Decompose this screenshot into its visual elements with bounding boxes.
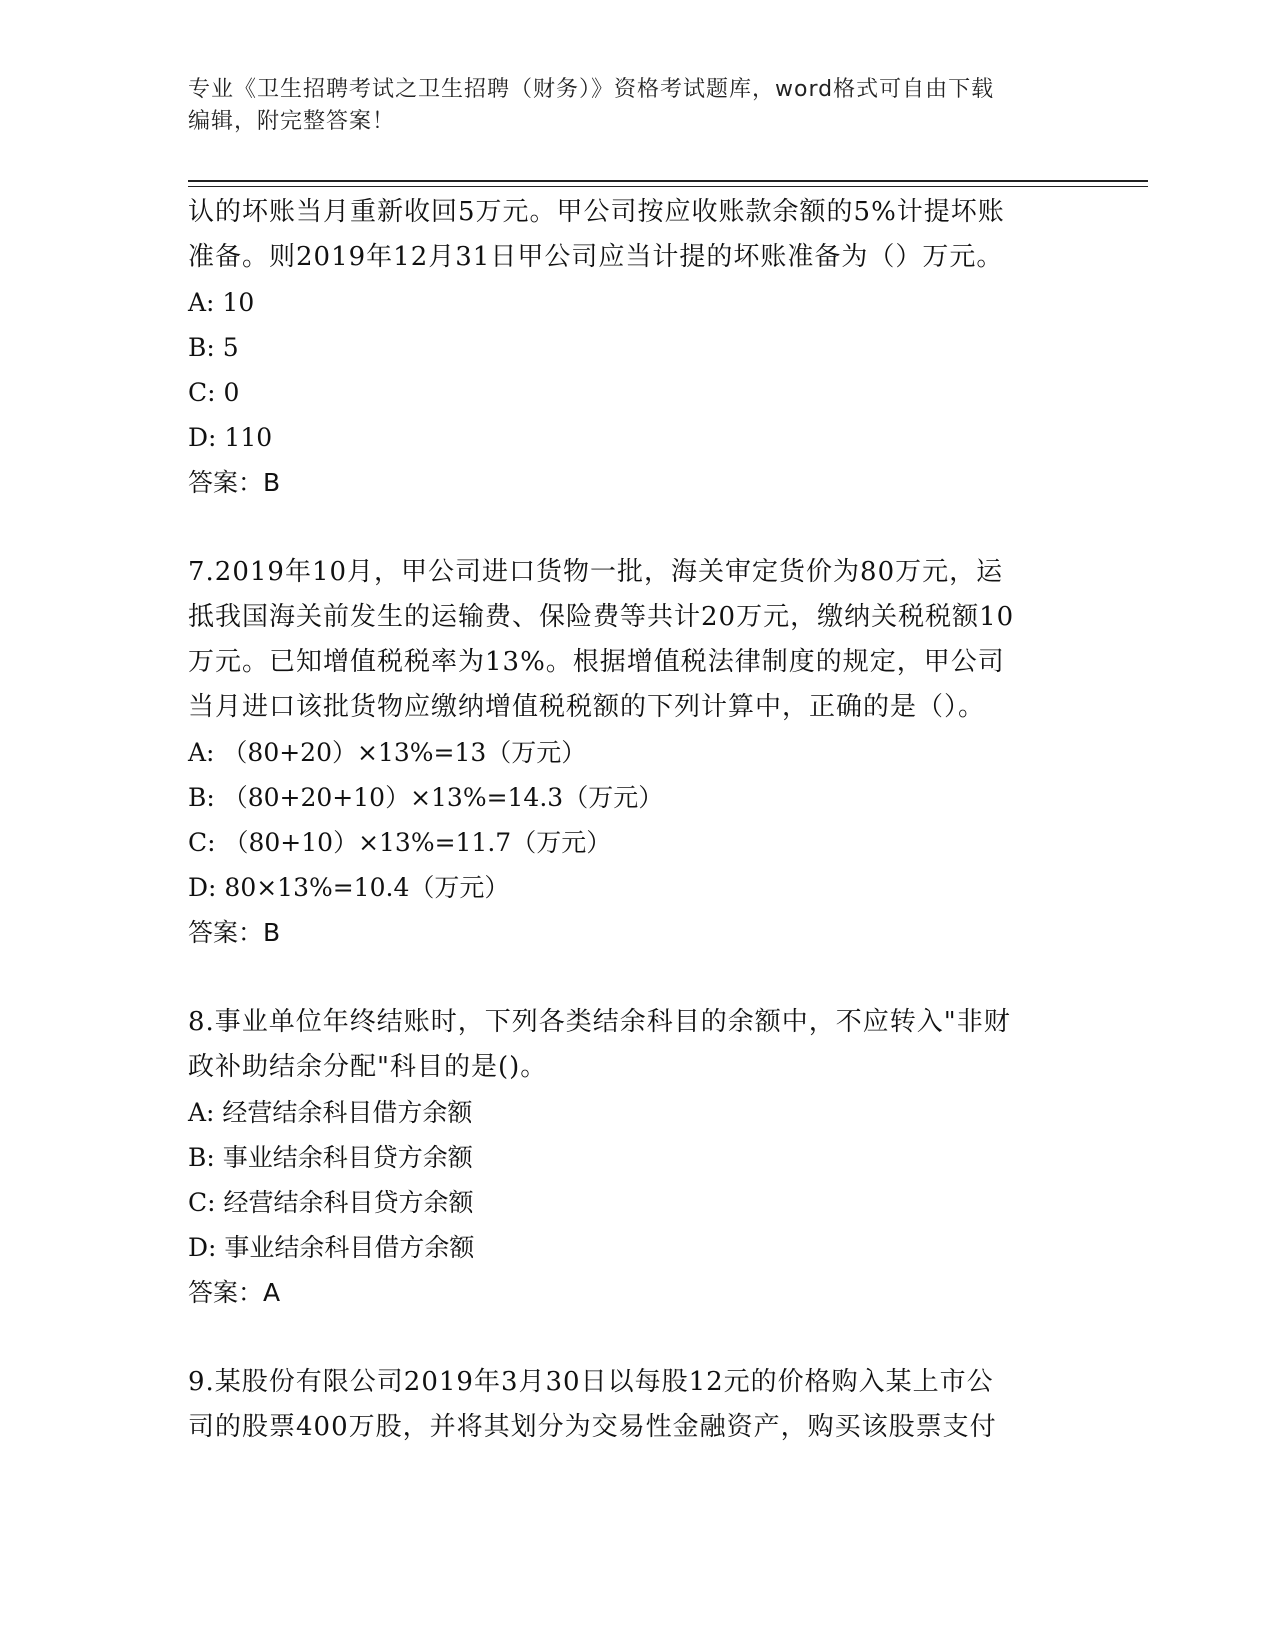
- question-text-line: 司的股票400万股，并将其划分为交易性金融资产，购买该股票支付: [188, 1412, 997, 1442]
- option-b: B: 事业结余科目贷方余额: [188, 1143, 473, 1172]
- option-a: A: 10: [188, 288, 255, 317]
- option-c: C: 0: [188, 378, 240, 407]
- header-rule-thin: [188, 186, 1148, 187]
- option-d: D: 事业结余科目借方余额: [188, 1233, 475, 1262]
- answer: 答案：A: [188, 1278, 281, 1307]
- question-6: [188, 190, 1088, 505]
- answer: 答案：B: [188, 468, 281, 497]
- question-7: [188, 550, 1088, 955]
- document-header: [188, 74, 1088, 138]
- spacer: [188, 505, 1088, 550]
- option-d: D: 110: [188, 423, 273, 452]
- option-a: A: （80+20）×13%=13（万元）: [188, 738, 587, 767]
- question-text-line: 准备。则2019年12月31日甲公司应当计提的坏账准备为（）万元。: [188, 242, 1004, 272]
- spacer: [188, 955, 1088, 1000]
- question-text-line: 8.事业单位年终结账时，下列各类结余科目的余额中，不应转入"非财: [188, 1007, 1011, 1037]
- answer: 答案：B: [188, 918, 281, 947]
- header-rule-thick: [188, 180, 1148, 182]
- header-line-2: 编辑，附完整答案！: [188, 109, 396, 134]
- question-text-line: 9.某股份有限公司2019年3月30日以每股12元的价格购入某上市公: [188, 1367, 994, 1397]
- question-text-line: 政补助结余分配"科目的是()。: [188, 1052, 548, 1082]
- question-text-line: 7.2019年10月，甲公司进口货物一批，海关审定货价为80万元，运: [188, 557, 1004, 587]
- document-body: [188, 190, 1088, 1450]
- question-8: [188, 1000, 1088, 1315]
- option-b: B: （80+20+10）×13%=14.3（万元）: [188, 783, 664, 812]
- header-line-1: 专业《卫生招聘考试之卫生招聘（财务）》资格考试题库，word格式可自由下载: [188, 77, 995, 102]
- option-b: B: 5: [188, 333, 239, 362]
- spacer: [188, 1315, 1088, 1360]
- option-c: C: 经营结余科目贷方余额: [188, 1188, 474, 1217]
- question-9: [188, 1360, 1088, 1450]
- option-d: D: 80×13%=10.4（万元）: [188, 873, 510, 902]
- question-text-line: 当月进口该批货物应缴纳增值税税额的下列计算中，正确的是（）。: [188, 692, 986, 722]
- question-text-line: 抵我国海关前发生的运输费、保险费等共计20万元，缴纳关税税额10: [188, 602, 1015, 632]
- question-text-line: 认的坏账当月重新收回5万元。甲公司按应收账款余额的5%计提坏账: [188, 197, 1005, 227]
- option-c: C: （80+10）×13%=11.7（万元）: [188, 828, 612, 857]
- question-text-line: 万元。已知增值税税率为13%。根据增值税法律制度的规定，甲公司: [188, 647, 1005, 677]
- option-a: A: 经营结余科目借方余额: [188, 1098, 473, 1127]
